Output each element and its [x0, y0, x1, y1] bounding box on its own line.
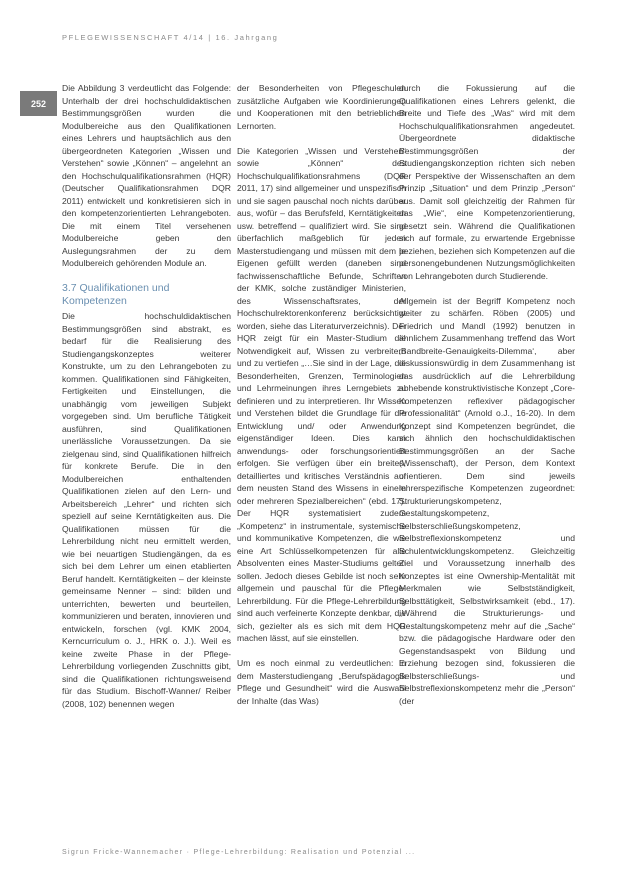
running-footer: Sigrun Fricke-Wannemacher · Pflege-Lehrerbildung: Realisation und Potenzial ...: [62, 849, 416, 856]
text-column-3: [399, 82, 575, 707]
paragraph: Die hochschuldidaktischen Bestimmungsgrößen sind abstrakt, es bedarf für die Realisierung des Studiengangskonzeptes weiterer Konstrukte, um zu den Lehrangeboten zu kommen. Qualifikationen sind Fähigkeiten, Fertigkeiten und Einstellungen, die unabhängig vom jeweiligen Subjekt vorgegeben sind. Um berufliche Tätigkeit ausführen, sind Qualifikationen unerlässliche Voraussetzungen. Da sie zielgenau sind, sind Qualifikationen hilfreich für konkrete Berufe. Die in den Modulbereichen enthaltenden Qualifikationen zielen auf den Lern- und Arbeitsbereich „Lehrer“ und richten sich speziell auf seine Kerntätigkeiten aus. Die Qualifikationen müssen für die Lehrerbildung nicht neu ermittelt werden, wie bei neuartigen Studiengängen, da es sich bei dem Lehrer um einen etablierten Beruf handelt. Kerntätigkeiten – der kleinste gemeinsame Nenner – sind: bilden und unterrichten, bewerten und beurteilen, kommunizieren und beraten, innovieren und entwickeln, forschen (vgl. KMK 2004, Kerncurriculum o. J., HRK o. J.). Weil es keine zweite Phase in der Pflege-Lehrerbildung vorliegenden Zuschnitts gibt, sind die Qualifikationen richtungsweisend für das Studium. Bischoff-Wanner/ Reiber (2008, 102) benennen wegen: [62, 311, 231, 709]
text-column-2: [237, 82, 406, 707]
paragraph: Allgemein ist der Begriff Kompetenz noch weiter zu schärfen. Röben (2005) und Friedrich und Mandl (1992) benutzen in ähnlichem Zusammenhang treffend das Wort ‚Bandbreite-Genauigkeits-Dilemma‘, aber diskussionswürdig in dem Zusammenhang ist das ausdrücklich auf die Lehrerbildung abhebende konstruktivistische Konzept „Core-Kompetenzen reflexiver pädagogischer Professionalität“ (Arnold o.J., 16-20). In dem Konzept sind Kompetenzen begründet, die sich ähnlich den hochschuldidaktischen Bestimmungsgrößen an der Sache (Wissenschaft), der Person, dem Kontext orientieren. Dem sind jeweils lehrerspezifische Kompetenzen zugeordnet: Strukturierungskompetenz, Gestaltungskompetenz, Selbsterschließungskompetenz, Selbstreflexionskompetenz und Schulentwicklungskompetenz. Gleichzeitig Ziel und Voraussetzung innerhalb des Konzeptes ist eine Ownership-Mentalität mit Merkmalen wie Selbstständigkeit, Selbsttätigkeit, Selbstwirksamkeit (ebd., 17). „Während die Strukturierungs- und Gestaltungskompetenz mehr auf die „Sache“ bzw. die pädagogische Hardware oder den Gegenstandsaspekt von Bildung und Erziehung bezogen sind, fokussieren die Selbsterschließungs- und Selbstreflexionskompetenz mehr die „Person“ (der: [399, 295, 575, 706]
page-number: 252: [20, 91, 57, 116]
paragraph: durch die Fokussierung auf die Qualifikationen eines Lehrers gelenkt, die Breite und Tiefe des „Was“ wird mit dem Hochschulqualifikationsrahmen angedeutet. Übergeordnete didaktische Bestimmungsgrößen der Studiengangskonzeption richten sich neben der Perspektive der Wissenschaften an dem Prinzip „Situation“ und dem Prinzip „Person“ aus. Damit soll gleichzeitig der Rahmen für das „Wie“, eine Kompetenzorientierung, gesetzt sein. Während die Qualifikationen sich auf formale, zu erwartende Ergebnisse beziehen, beziehen sich Kompetenzen auf die personengebundenen Nutzungsmöglichkeiten von Lehrangeboten durch Studierende.: [399, 83, 575, 281]
running-header: PFLEGEWISSENSCHAFT 4/14 | 16. Jahrgang: [62, 33, 279, 42]
section-heading: 3.7 Qualifikationen und Kompetenzen: [62, 282, 170, 307]
paragraph: Die Abbildung 3 verdeutlicht das Folgende: Unterhalb der drei hochschuldidaktischen Bestimmungsgrößen wurden die Modulbereiche aus den Qualifikationen eines Lehrers und hauptsächlich aus den übergeordneten Kategorien „Wissen und Verstehen“ sowie „Können“ – angelehnt an den Hochschulqualifikationsrahmen (HQR) (Deutscher Qualifikationsrahmen DQR 2011) entwickelt und konkretisieren sich in den kompetenzorientierten Lehrangeboten. Die mit einem Titel versehenen Modulbereiche geben den Auslegungsrahmen der zu dem Modulbereich gehörenden Module an.: [62, 83, 231, 268]
paragraph: Um es noch einmal zu verdeutlichen: In dem Masterstudiengang „Berufspädagogik Pflege und Gesundheit“ wird die Auswahl der Inhalte (das Was): [237, 658, 406, 706]
paragraph: der Besonderheiten von Pflegeschulen zusätzliche Aufgaben wie Koordinierungen und Kooperationen mit den betrieblichen Lernorten.: [237, 83, 406, 131]
paragraph: Die Kategorien „Wissen und Verstehen“ sowie „Können“ des Hochschulqualifikationsrahmens (DQR 2011, 17) sind allgemeiner und unspezifisch und sie sagen pauschal noch nichts darüber aus, wofür – das Berufsfeld, Kerntätigkeiten usw. betreffend – qualifiziert wird. Sie sind überfachlich maßgeblich für jeden Masterstudiengang und müssen mit dem je Eigenen gefüllt werden (daneben sind fachwissenschaftliche Befunde, Schriften der KMK, solche zuständiger Ministerien, des Wissenschaftsrates, der Hochschulrektorenkonferenz berücksichtigt worden, siehe das Literaturverzeichnis). Der HQR zeigt für ein Master-Studium die Notwendigkeit auf, Wissen zu verbreitern und zu vertiefen „…Sie sind in der Lage, die Besonderheiten, Grenzen, Terminologien und Lehrmeinungen ihres Lerngebiets zu definieren und zu interpretieren. Ihr Wissen und Verstehen bildet die Grundlage für die Entwicklung und/ oder Anwendung eigenständiger Ideen. Dies kann anwendungs- oder forschungsorientiert erfolgen. Sie verfügen über ein breites, detailliertes und kritisches Verständnis auf dem neusten Stand des Wissens in einem oder mehreren Spezialbereichen“ (ebd. 17). Der HQR systematisiert zudem „Kompetenz“ in instrumentale, systemische und kommunikative Kompetenzen, die wie eine Art Schlüsselkompetenzen für alle Absolventen eines Master-Studiums gelten sollen. Jedoch dieses Gebilde ist noch sehr allgemein und pauschal für die Pflege-Lehrerbildung. Für die Pflege-Lehrerbildung sind auch verfeinerte Konzepte denkbar, die sich, gezielter als es sich mit dem HQR machen lässt, auf sie einstellen.: [237, 145, 406, 643]
text-column-1: [62, 82, 231, 710]
